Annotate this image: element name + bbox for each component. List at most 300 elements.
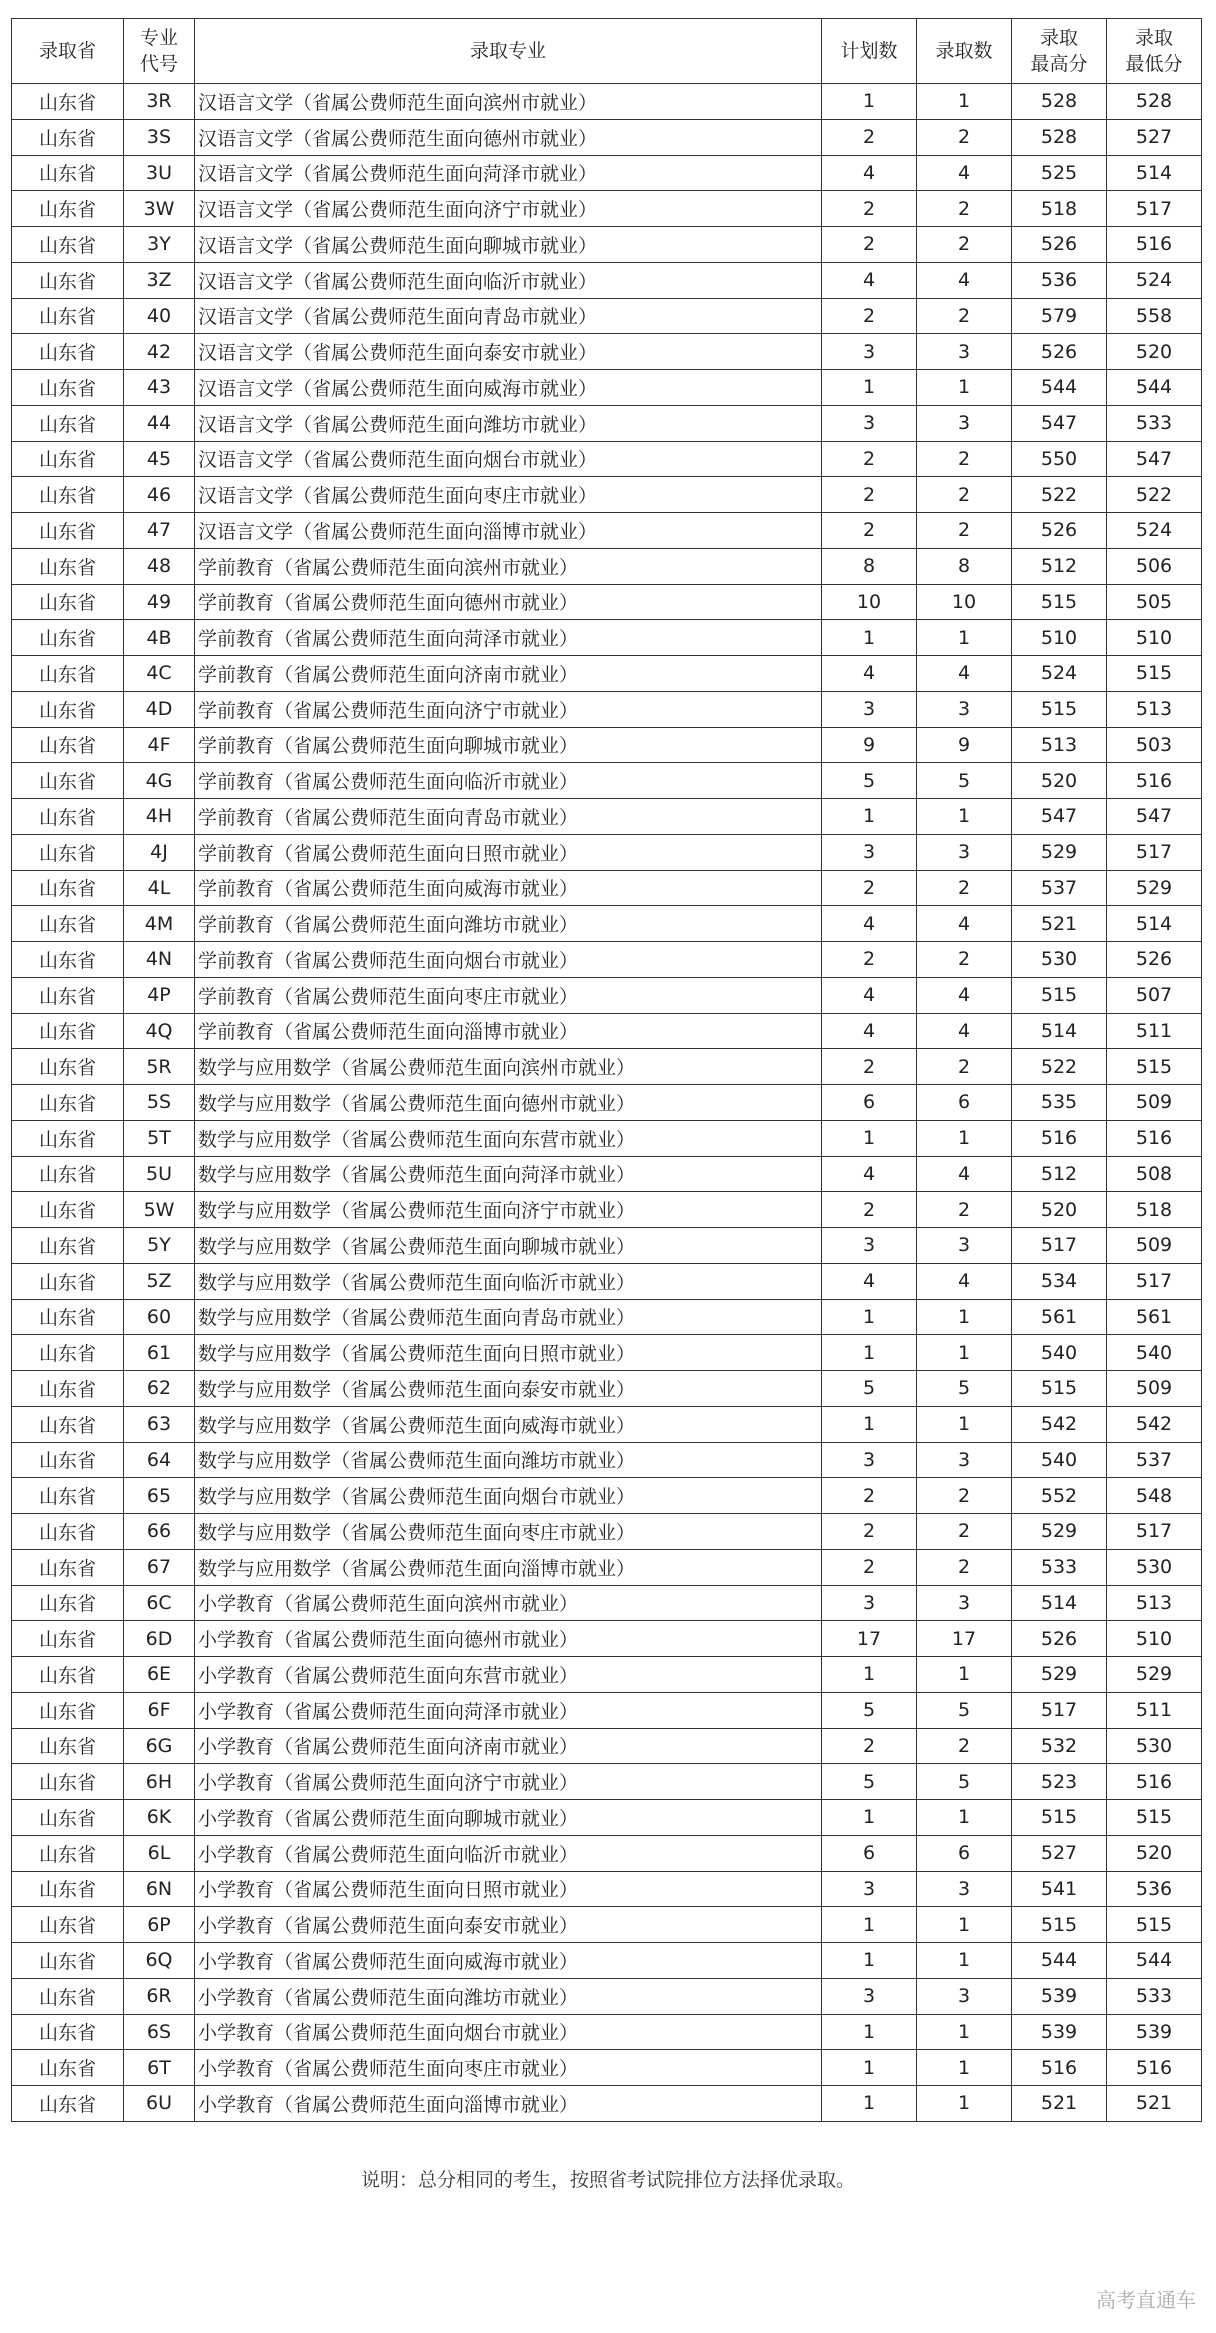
cell-major: 小学教育（省属公费师范生面向滨州市就业） [195, 1585, 822, 1621]
cell-plan-count: 2 [822, 1478, 917, 1514]
cell-min-score: 516 [1107, 1764, 1202, 1800]
cell-plan-count: 4 [822, 656, 917, 692]
cell-province: 山东省 [12, 763, 124, 799]
cell-admitted-count: 4 [917, 1263, 1012, 1299]
cell-major-code: 6K [124, 1800, 195, 1836]
cell-major-code: 4M [124, 906, 195, 942]
cell-admitted-count: 1 [917, 1120, 1012, 1156]
table-row [12, 1442, 1202, 1478]
table-row [12, 1835, 1202, 1871]
cell-major-code: 3S [124, 119, 195, 155]
cell-major-code: 45 [124, 441, 195, 477]
cell-max-score: 512 [1012, 548, 1107, 584]
cell-admitted-count: 5 [917, 763, 1012, 799]
table-row [12, 942, 1202, 978]
cell-min-score: 548 [1107, 1478, 1202, 1514]
cell-max-score: 530 [1012, 942, 1107, 978]
cell-max-score: 514 [1012, 1013, 1107, 1049]
cell-max-score: 515 [1012, 1907, 1107, 1943]
cell-province: 山东省 [12, 1621, 124, 1657]
cell-min-score: 517 [1107, 834, 1202, 870]
watermark-text: 高考直通车 [1096, 2288, 1196, 2312]
cell-admitted-count: 9 [917, 727, 1012, 763]
table-row [12, 1621, 1202, 1657]
cell-province: 山东省 [12, 1263, 124, 1299]
cell-admitted-count: 2 [917, 1478, 1012, 1514]
table-row [12, 691, 1202, 727]
cell-admitted-count: 2 [917, 870, 1012, 906]
table-row [12, 1871, 1202, 1907]
cell-major-code: 4C [124, 656, 195, 692]
cell-plan-count: 2 [822, 298, 917, 334]
cell-province: 山东省 [12, 1657, 124, 1693]
cell-admitted-count: 8 [917, 548, 1012, 584]
cell-max-score: 539 [1012, 1978, 1107, 2014]
cell-admitted-count: 2 [917, 1728, 1012, 1764]
cell-province: 山东省 [12, 1692, 124, 1728]
cell-major-code: 48 [124, 548, 195, 584]
table-row [12, 1299, 1202, 1335]
cell-admitted-count: 3 [917, 1978, 1012, 2014]
cell-province: 山东省 [12, 477, 124, 513]
cell-min-score: 507 [1107, 977, 1202, 1013]
cell-plan-count: 1 [822, 370, 917, 406]
cell-province: 山东省 [12, 1514, 124, 1550]
table-row [12, 977, 1202, 1013]
cell-min-score: 509 [1107, 1228, 1202, 1264]
cell-major: 数学与应用数学（省属公费师范生面向德州市就业） [195, 1085, 822, 1121]
cell-province: 山东省 [12, 84, 124, 120]
cell-max-score: 529 [1012, 1657, 1107, 1693]
cell-min-score: 511 [1107, 1692, 1202, 1728]
cell-major-code: 6D [124, 1621, 195, 1657]
cell-major-code: 43 [124, 370, 195, 406]
cell-major-code: 6E [124, 1657, 195, 1693]
table-header-row [12, 19, 1202, 84]
cell-plan-count: 2 [822, 441, 917, 477]
cell-province: 山东省 [12, 155, 124, 191]
cell-major: 小学教育（省属公费师范生面向枣庄市就业） [195, 2050, 822, 2086]
cell-admitted-count: 1 [917, 620, 1012, 656]
cell-province: 山东省 [12, 870, 124, 906]
table-body [12, 84, 1202, 2122]
cell-plan-count: 5 [822, 1371, 917, 1407]
header-max-score: 录取 最高分 [1012, 19, 1107, 84]
table-row [12, 262, 1202, 298]
cell-major: 学前教育（省属公费师范生面向枣庄市就业） [195, 977, 822, 1013]
cell-major-code: 6S [124, 2014, 195, 2050]
cell-plan-count: 6 [822, 1835, 917, 1871]
cell-admitted-count: 2 [917, 942, 1012, 978]
cell-plan-count: 1 [822, 2014, 917, 2050]
cell-province: 山东省 [12, 1871, 124, 1907]
table-row [12, 191, 1202, 227]
cell-major-code: 4N [124, 942, 195, 978]
cell-plan-count: 3 [822, 1442, 917, 1478]
table-row [12, 834, 1202, 870]
table-row [12, 1371, 1202, 1407]
cell-major: 数学与应用数学（省属公费师范生面向济宁市就业） [195, 1192, 822, 1228]
table-row [12, 1049, 1202, 1085]
cell-min-score: 513 [1107, 691, 1202, 727]
cell-admitted-count: 1 [917, 84, 1012, 120]
cell-max-score: 525 [1012, 155, 1107, 191]
cell-province: 山东省 [12, 1335, 124, 1371]
cell-province: 山东省 [12, 2086, 124, 2122]
cell-major-code: 60 [124, 1299, 195, 1335]
cell-province: 山东省 [12, 620, 124, 656]
cell-major: 汉语言文学（省属公费师范生面向济宁市就业） [195, 191, 822, 227]
cell-province: 山东省 [12, 191, 124, 227]
table-row [12, 1657, 1202, 1693]
cell-major-code: 3R [124, 84, 195, 120]
cell-province: 山东省 [12, 262, 124, 298]
table-row [12, 799, 1202, 835]
cell-admitted-count: 2 [917, 1549, 1012, 1585]
table-row [12, 763, 1202, 799]
cell-province: 山东省 [12, 977, 124, 1013]
cell-major-code: 4G [124, 763, 195, 799]
cell-min-score: 516 [1107, 227, 1202, 263]
cell-min-score: 533 [1107, 1978, 1202, 2014]
cell-major-code: 40 [124, 298, 195, 334]
cell-province: 山东省 [12, 1835, 124, 1871]
cell-min-score: 514 [1107, 155, 1202, 191]
cell-major-code: 6H [124, 1764, 195, 1800]
cell-plan-count: 6 [822, 1085, 917, 1121]
cell-min-score: 533 [1107, 405, 1202, 441]
cell-min-score: 510 [1107, 1621, 1202, 1657]
cell-major: 数学与应用数学（省属公费师范生面向淄博市就业） [195, 1549, 822, 1585]
cell-major-code: 3W [124, 191, 195, 227]
table-row [12, 1943, 1202, 1979]
cell-major-code: 6R [124, 1978, 195, 2014]
cell-province: 山东省 [12, 1085, 124, 1121]
cell-major-code: 3Y [124, 227, 195, 263]
cell-min-score: 514 [1107, 906, 1202, 942]
table-row [12, 1335, 1202, 1371]
cell-max-score: 510 [1012, 620, 1107, 656]
cell-plan-count: 4 [822, 906, 917, 942]
cell-plan-count: 2 [822, 191, 917, 227]
cell-major: 学前教育（省属公费师范生面向临沂市就业） [195, 763, 822, 799]
cell-max-score: 522 [1012, 477, 1107, 513]
cell-major-code: 5U [124, 1156, 195, 1192]
cell-province: 山东省 [12, 1907, 124, 1943]
cell-province: 山东省 [12, 1764, 124, 1800]
table-row [12, 1228, 1202, 1264]
cell-plan-count: 1 [822, 1800, 917, 1836]
cell-max-score: 515 [1012, 691, 1107, 727]
cell-min-score: 561 [1107, 1299, 1202, 1335]
cell-province: 山东省 [12, 799, 124, 835]
cell-admitted-count: 4 [917, 1156, 1012, 1192]
cell-major: 数学与应用数学（省属公费师范生面向东营市就业） [195, 1120, 822, 1156]
cell-admitted-count: 3 [917, 1228, 1012, 1264]
cell-province: 山东省 [12, 1728, 124, 1764]
table-row [12, 1263, 1202, 1299]
cell-province: 山东省 [12, 727, 124, 763]
cell-max-score: 520 [1012, 1192, 1107, 1228]
cell-min-score: 539 [1107, 2014, 1202, 2050]
cell-min-score: 544 [1107, 1943, 1202, 1979]
table-row [12, 477, 1202, 513]
cell-major: 数学与应用数学（省属公费师范生面向潍坊市就业） [195, 1442, 822, 1478]
table-row [12, 1514, 1202, 1550]
table-row [12, 620, 1202, 656]
cell-admitted-count: 4 [917, 906, 1012, 942]
cell-plan-count: 3 [822, 1585, 917, 1621]
cell-admitted-count: 6 [917, 1085, 1012, 1121]
cell-admitted-count: 2 [917, 191, 1012, 227]
cell-major: 汉语言文学（省属公费师范生面向枣庄市就业） [195, 477, 822, 513]
table-row [12, 1156, 1202, 1192]
cell-province: 山东省 [12, 1299, 124, 1335]
cell-plan-count: 1 [822, 2086, 917, 2122]
cell-major: 汉语言文学（省属公费师范生面向烟台市就业） [195, 441, 822, 477]
cell-plan-count: 2 [822, 227, 917, 263]
cell-max-score: 515 [1012, 1371, 1107, 1407]
table-row [12, 1406, 1202, 1442]
table-row [12, 298, 1202, 334]
cell-major: 小学教育（省属公费师范生面向淄博市就业） [195, 2086, 822, 2122]
cell-province: 山东省 [12, 2014, 124, 2050]
cell-province: 山东省 [12, 441, 124, 477]
cell-major: 学前教育（省属公费师范生面向日照市就业） [195, 834, 822, 870]
cell-admitted-count: 1 [917, 1800, 1012, 1836]
cell-min-score: 537 [1107, 1442, 1202, 1478]
cell-max-score: 521 [1012, 2086, 1107, 2122]
cell-min-score: 536 [1107, 1871, 1202, 1907]
cell-plan-count: 2 [822, 870, 917, 906]
cell-major-code: 5W [124, 1192, 195, 1228]
cell-plan-count: 1 [822, 1907, 917, 1943]
cell-plan-count: 5 [822, 1692, 917, 1728]
cell-plan-count: 2 [822, 1728, 917, 1764]
table-row [12, 1192, 1202, 1228]
cell-major-code: 6C [124, 1585, 195, 1621]
cell-major: 小学教育（省属公费师范生面向聊城市就业） [195, 1800, 822, 1836]
cell-max-score: 524 [1012, 656, 1107, 692]
cell-province: 山东省 [12, 584, 124, 620]
cell-min-score: 547 [1107, 441, 1202, 477]
cell-plan-count: 3 [822, 834, 917, 870]
cell-admitted-count: 2 [917, 477, 1012, 513]
cell-plan-count: 2 [822, 1549, 917, 1585]
cell-major-code: 4H [124, 799, 195, 835]
cell-province: 山东省 [12, 334, 124, 370]
cell-province: 山东省 [12, 906, 124, 942]
cell-min-score: 516 [1107, 2050, 1202, 2086]
cell-admitted-count: 4 [917, 656, 1012, 692]
cell-max-score: 537 [1012, 870, 1107, 906]
cell-min-score: 516 [1107, 1120, 1202, 1156]
cell-admitted-count: 2 [917, 298, 1012, 334]
cell-major-code: 49 [124, 584, 195, 620]
table-row [12, 906, 1202, 942]
cell-plan-count: 4 [822, 262, 917, 298]
cell-province: 山东省 [12, 1406, 124, 1442]
cell-min-score: 529 [1107, 1657, 1202, 1693]
cell-major: 数学与应用数学（省属公费师范生面向日照市就业） [195, 1335, 822, 1371]
cell-max-score: 544 [1012, 370, 1107, 406]
cell-min-score: 524 [1107, 262, 1202, 298]
cell-plan-count: 3 [822, 691, 917, 727]
cell-plan-count: 4 [822, 1156, 917, 1192]
cell-province: 山东省 [12, 1120, 124, 1156]
cell-major: 汉语言文学（省属公费师范生面向滨州市就业） [195, 84, 822, 120]
cell-major: 数学与应用数学（省属公费师范生面向威海市就业） [195, 1406, 822, 1442]
cell-plan-count: 1 [822, 84, 917, 120]
cell-max-score: 542 [1012, 1406, 1107, 1442]
cell-admitted-count: 1 [917, 1657, 1012, 1693]
cell-plan-count: 17 [822, 1621, 917, 1657]
cell-major: 汉语言文学（省属公费师范生面向威海市就业） [195, 370, 822, 406]
table-row [12, 1120, 1202, 1156]
cell-admitted-count: 5 [917, 1692, 1012, 1728]
cell-plan-count: 10 [822, 584, 917, 620]
cell-province: 山东省 [12, 2050, 124, 2086]
cell-admitted-count: 4 [917, 977, 1012, 1013]
cell-min-score: 527 [1107, 119, 1202, 155]
cell-province: 山东省 [12, 691, 124, 727]
cell-min-score: 515 [1107, 1049, 1202, 1085]
cell-max-score: 534 [1012, 1263, 1107, 1299]
cell-major-code: 4Q [124, 1013, 195, 1049]
cell-plan-count: 2 [822, 513, 917, 549]
table-row [12, 2086, 1202, 2122]
cell-major-code: 64 [124, 1442, 195, 1478]
cell-major: 小学教育（省属公费师范生面向潍坊市就业） [195, 1978, 822, 2014]
table-row [12, 1978, 1202, 2014]
cell-major: 汉语言文学（省属公费师范生面向青岛市就业） [195, 298, 822, 334]
cell-major: 学前教育（省属公费师范生面向德州市就业） [195, 584, 822, 620]
cell-admitted-count: 2 [917, 513, 1012, 549]
cell-max-score: 528 [1012, 84, 1107, 120]
cell-max-score: 579 [1012, 298, 1107, 334]
table-row [12, 1764, 1202, 1800]
cell-major-code: 65 [124, 1478, 195, 1514]
cell-plan-count: 9 [822, 727, 917, 763]
cell-province: 山东省 [12, 1978, 124, 2014]
cell-max-score: 518 [1012, 191, 1107, 227]
cell-admitted-count: 1 [917, 1299, 1012, 1335]
cell-province: 山东省 [12, 656, 124, 692]
cell-major: 汉语言文学（省属公费师范生面向聊城市就业） [195, 227, 822, 263]
cell-major-code: 66 [124, 1514, 195, 1550]
cell-min-score: 509 [1107, 1085, 1202, 1121]
table-row [12, 119, 1202, 155]
cell-max-score: 515 [1012, 584, 1107, 620]
cell-major-code: 5Y [124, 1228, 195, 1264]
cell-province: 山东省 [12, 405, 124, 441]
cell-major-code: 4F [124, 727, 195, 763]
cell-max-score: 517 [1012, 1692, 1107, 1728]
cell-admitted-count: 1 [917, 370, 1012, 406]
cell-major-code: 4D [124, 691, 195, 727]
cell-max-score: 528 [1012, 119, 1107, 155]
cell-plan-count: 1 [822, 1943, 917, 1979]
cell-major: 小学教育（省属公费师范生面向济宁市就业） [195, 1764, 822, 1800]
cell-major: 数学与应用数学（省属公费师范生面向枣庄市就业） [195, 1514, 822, 1550]
cell-admitted-count: 2 [917, 119, 1012, 155]
table-row [12, 1692, 1202, 1728]
table-row [12, 1907, 1202, 1943]
table-row [12, 405, 1202, 441]
cell-min-score: 515 [1107, 1800, 1202, 1836]
cell-max-score: 550 [1012, 441, 1107, 477]
cell-max-score: 540 [1012, 1442, 1107, 1478]
cell-major: 小学教育（省属公费师范生面向威海市就业） [195, 1943, 822, 1979]
header-plan-count: 计划数 [822, 19, 917, 84]
cell-province: 山东省 [12, 227, 124, 263]
cell-min-score: 547 [1107, 799, 1202, 835]
cell-admitted-count: 6 [917, 1835, 1012, 1871]
cell-min-score: 520 [1107, 334, 1202, 370]
cell-province: 山东省 [12, 942, 124, 978]
cell-max-score: 529 [1012, 1514, 1107, 1550]
cell-min-score: 518 [1107, 1192, 1202, 1228]
cell-max-score: 561 [1012, 1299, 1107, 1335]
cell-major-code: 4L [124, 870, 195, 906]
cell-plan-count: 2 [822, 1514, 917, 1550]
cell-min-score: 517 [1107, 191, 1202, 227]
cell-min-score: 515 [1107, 656, 1202, 692]
cell-province: 山东省 [12, 370, 124, 406]
cell-max-score: 520 [1012, 763, 1107, 799]
cell-major-code: 61 [124, 1335, 195, 1371]
cell-admitted-count: 3 [917, 834, 1012, 870]
cell-major-code: 6F [124, 1692, 195, 1728]
cell-min-score: 520 [1107, 1835, 1202, 1871]
header-province: 录取省 [12, 19, 124, 84]
table-row [12, 727, 1202, 763]
cell-min-score: 516 [1107, 763, 1202, 799]
cell-major: 汉语言文学（省属公费师范生面向淄博市就业） [195, 513, 822, 549]
cell-plan-count: 1 [822, 1657, 917, 1693]
cell-min-score: 544 [1107, 370, 1202, 406]
cell-min-score: 505 [1107, 584, 1202, 620]
cell-major-code: 6Q [124, 1943, 195, 1979]
cell-major: 数学与应用数学（省属公费师范生面向聊城市就业） [195, 1228, 822, 1264]
cell-admitted-count: 1 [917, 1406, 1012, 1442]
cell-min-score: 529 [1107, 870, 1202, 906]
table-row [12, 155, 1202, 191]
cell-plan-count: 1 [822, 1299, 917, 1335]
cell-plan-count: 2 [822, 942, 917, 978]
cell-plan-count: 5 [822, 1764, 917, 1800]
table-row [12, 1549, 1202, 1585]
table-row [12, 584, 1202, 620]
cell-max-score: 526 [1012, 227, 1107, 263]
cell-major: 数学与应用数学（省属公费师范生面向菏泽市就业） [195, 1156, 822, 1192]
cell-major-code: 5R [124, 1049, 195, 1085]
cell-max-score: 539 [1012, 2014, 1107, 2050]
cell-major: 小学教育（省属公费师范生面向济南市就业） [195, 1728, 822, 1764]
cell-major: 汉语言文学（省属公费师范生面向潍坊市就业） [195, 405, 822, 441]
cell-province: 山东省 [12, 513, 124, 549]
table-row [12, 656, 1202, 692]
cell-major-code: 5T [124, 1120, 195, 1156]
cell-admitted-count: 1 [917, 2086, 1012, 2122]
cell-major: 数学与应用数学（省属公费师范生面向临沂市就业） [195, 1263, 822, 1299]
cell-province: 山东省 [12, 298, 124, 334]
cell-admitted-count: 1 [917, 1335, 1012, 1371]
cell-major: 学前教育（省属公费师范生面向菏泽市就业） [195, 620, 822, 656]
cell-admitted-count: 1 [917, 1943, 1012, 1979]
cell-province: 山东省 [12, 834, 124, 870]
cell-major-code: 47 [124, 513, 195, 549]
